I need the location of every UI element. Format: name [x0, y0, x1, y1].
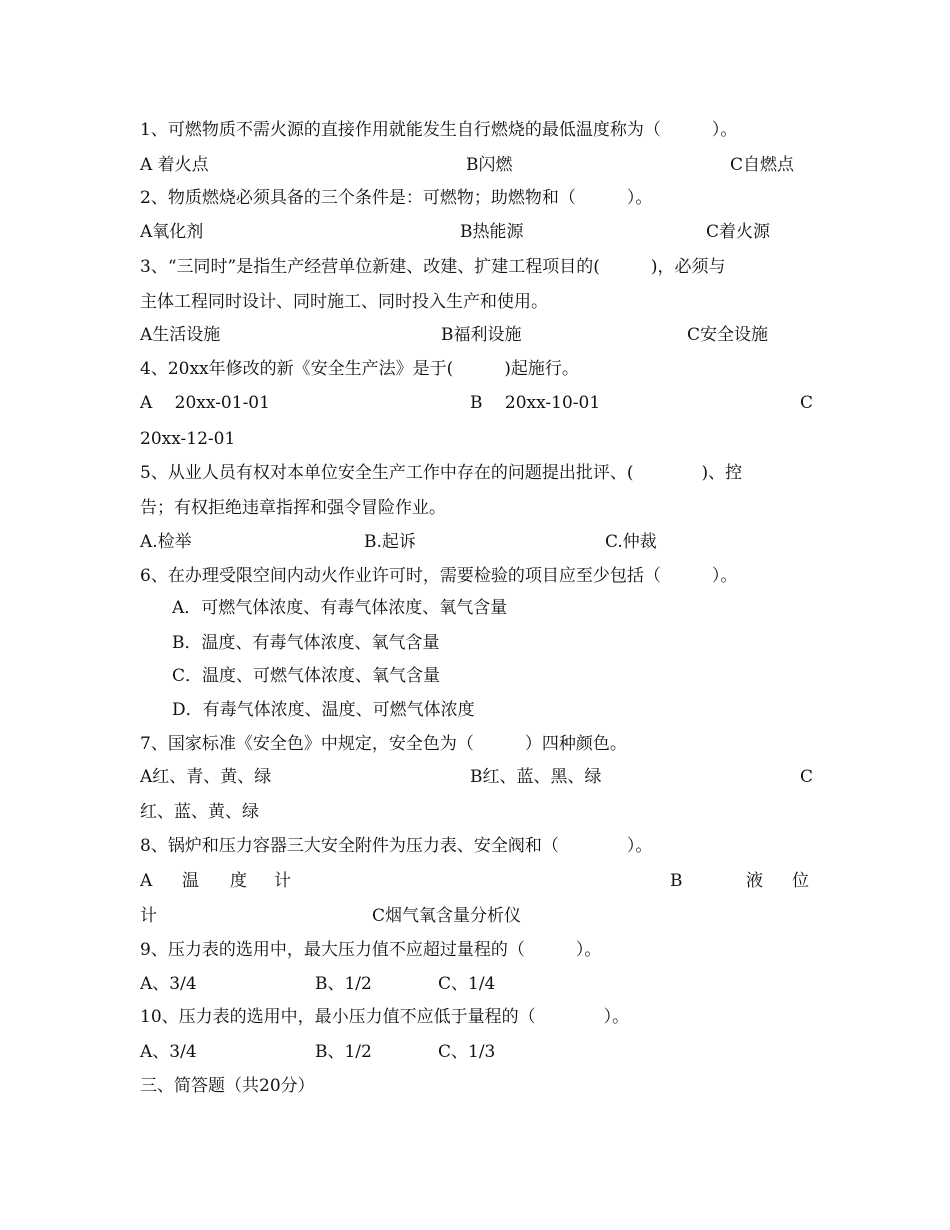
q3-option-c: C安全设施 [687, 325, 769, 345]
q8-option-a-char2: 度 [230, 871, 247, 891]
section-heading: 三、简答题（共20分） [140, 1076, 315, 1096]
q9-option-a: A、3/4 [140, 974, 197, 994]
q10-option-b: B、1/2 [315, 1042, 372, 1062]
q8-option-b-label: B [670, 871, 683, 891]
q3-option-b: B福利设施 [441, 325, 522, 345]
q7-option-a: A红、青、黄、绿 [140, 767, 272, 787]
q5-option-a: A.检举 [140, 532, 192, 552]
q8-option-a-label: A [140, 871, 153, 891]
q1-option-b: B闪燃 [466, 155, 513, 175]
q5-option-c: C.仲裁 [605, 532, 657, 552]
q8-option-b-char1: 液 [746, 871, 763, 891]
q4-option-c-value: 20xx-12-01 [140, 429, 236, 449]
q1-option-a: A 着火点 [140, 155, 209, 175]
question-7-stem: 7、国家标准《安全色》中规定，安全色为（ ）四种颜色。 [140, 734, 627, 754]
q4-option-b: B 20xx-10-01 [470, 393, 601, 413]
q6-option-c: C．温度、可燃气体浓度、氧气含量 [172, 666, 441, 686]
q7-option-b: B红、蓝、黑、绿 [470, 767, 602, 787]
q3-option-a: A生活设施 [140, 325, 221, 345]
q7-option-c-value: 红、蓝、黄、绿 [140, 802, 259, 822]
q4-option-a: A 20xx-01-01 [140, 393, 270, 413]
question-10-stem: 10、压力表的选用中，最小压力值不应低于量程的（ ）。 [140, 1007, 630, 1027]
q8-option-a-char3: 计 [274, 871, 291, 891]
q9-option-b: B、1/2 [315, 974, 372, 994]
q6-option-a: A．可燃气体浓度、有毒气体浓度、氧气含量 [172, 598, 508, 618]
question-2-stem: 2、物质燃烧必须具备的三个条件是：可燃物；助燃物和（ ）。 [140, 188, 653, 208]
q8-option-a-char1: 温 [182, 871, 199, 891]
q4-option-c-label: C [800, 393, 814, 413]
question-8-stem: 8、锅炉和压力容器三大安全附件为压力表、安全阀和（ ）。 [140, 836, 653, 856]
question-5-stem-line2: 告；有权拒绝违章指挥和强令冒险作业。 [140, 498, 446, 518]
question-6-stem: 6、在办理受限空间内动火作业许可时，需要检验的项目应至少包括（ ）。 [140, 566, 738, 586]
q2-option-a: A氧化剂 [140, 222, 204, 242]
q7-option-c-label: C [800, 767, 814, 787]
q1-option-c: C自燃点 [730, 155, 795, 175]
question-1-stem: 1、可燃物质不需火源的直接作用就能发生自行燃烧的最低温度称为（ ）。 [140, 120, 738, 140]
question-5-stem-line1: 5、从业人员有权对本单位安全生产工作中存在的问题提出批评、( )、控 [140, 463, 743, 483]
q2-option-b: B热能源 [460, 222, 524, 242]
q5-option-b: B.起诉 [364, 532, 416, 552]
q8-option-c: C烟气氧含量分析仪 [372, 906, 522, 926]
q2-option-c: C着火源 [706, 222, 771, 242]
q6-option-d: D．有毒气体浓度、温度、可燃气体浓度 [172, 700, 475, 720]
q9-option-c: C、1/4 [438, 974, 496, 994]
q10-option-c: C、1/3 [438, 1042, 496, 1062]
question-3-stem-line2: 主体工程同时设计、同时施工、同时投入生产和使用。 [140, 292, 548, 312]
q6-option-b: B．温度、有毒气体浓度、氧气含量 [172, 633, 440, 653]
question-9-stem: 9、压力表的选用中，最大压力值不应超过量程的（ ）。 [140, 940, 602, 960]
question-4-stem: 4、20xx年修改的新《安全生产法》是于( )起施行。 [140, 359, 579, 379]
q8-option-b-char3: 计 [140, 906, 157, 926]
question-3-stem-line1: 3、“三同时”是指生产经营单位新建、改建、扩建工程项目的( )，必须与 [140, 257, 726, 277]
q8-option-b-char2: 位 [792, 871, 809, 891]
q10-option-a: A、3/4 [140, 1042, 197, 1062]
